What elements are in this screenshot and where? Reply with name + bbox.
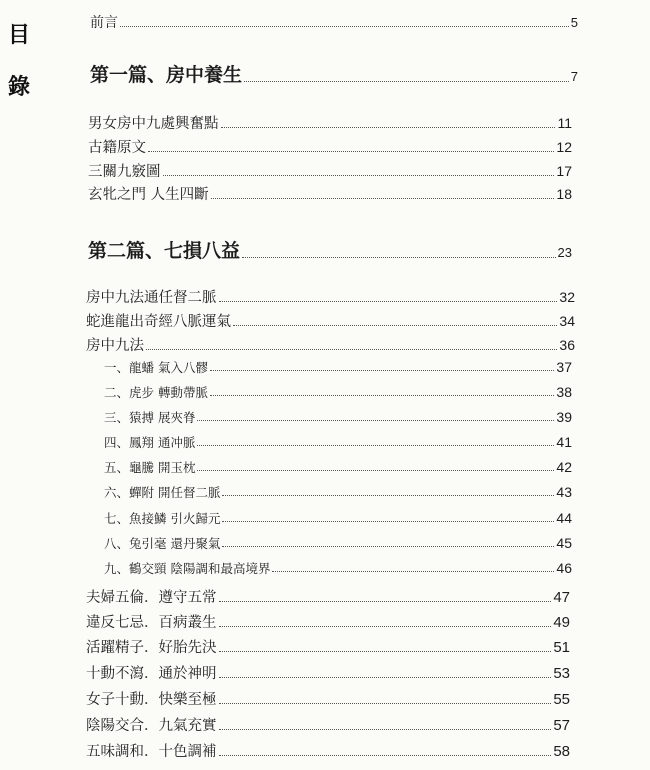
toc-entry[interactable] [86,636,570,657]
dot-leader [197,469,554,471]
toc-entry-page: 45 [556,535,572,551]
toc-entry-title: 一、龍蟠 氣入八髎 [104,360,208,375]
toc-entry-page: 41 [556,434,572,450]
toc-entry-page: 39 [556,409,572,425]
toc-entry-title: 十動不瀉．通於神明 [86,666,217,682]
toc-entry[interactable] [104,433,572,451]
toc-entry-title: 九、鶴交頸 陰陽調和最高境界 [104,561,271,576]
toc-entry[interactable] [88,136,572,157]
toc-entry-title: 七、魚接鱗 引火歸元 [104,511,221,526]
toc-entry-title: 六、蟬附 開任督二脈 [104,485,221,500]
toc-entry-page: 46 [556,560,572,576]
dot-leader [242,256,556,258]
toc-entry[interactable] [86,688,570,709]
toc-entry-page: 44 [556,510,572,526]
toc-entry-title: 陰陽交合．九氣充實 [86,718,217,734]
dot-leader [244,80,569,82]
dot-leader [233,324,557,326]
dot-leader [219,754,552,756]
toc-entry[interactable] [86,286,575,307]
toc-entry-page: 53 [553,665,570,682]
toc-entry[interactable] [104,559,572,577]
toc-entry-page: 32 [559,289,575,305]
toc-entry-title: 三關九竅圖 [88,164,161,180]
toc-entry[interactable] [104,483,572,501]
toc-entry-page: 55 [553,691,570,708]
dot-leader [120,25,569,27]
toc-entry-page: 58 [553,743,570,760]
toc-entry-page: 47 [553,589,570,606]
dot-leader [219,600,552,602]
toc-entry-page: 57 [553,717,570,734]
dot-leader [148,150,554,152]
toc-entry-title: 前言 [90,15,118,31]
toc-entry-title: 五、龜騰 開玉枕 [104,460,196,475]
dot-leader [197,419,554,421]
toc-entry-title: 女子十動．快樂至極 [86,692,217,708]
toc-entry-title: 八、兔引毫 還丹聚氣 [104,536,221,551]
dot-leader [219,650,552,652]
toc-entry-page: 17 [556,163,572,179]
toc-entry[interactable] [86,611,570,632]
toc-heading-mu: 目 [8,22,31,48]
toc-entry-page: 7 [570,69,578,84]
toc-entry-page: 18 [556,186,572,202]
toc-entry-page: 5 [570,15,578,30]
toc-entry-page: 42 [556,459,572,475]
toc-entry-title: 違反七忌．百病叢生 [86,615,217,631]
toc-entry[interactable] [104,358,572,376]
toc-entry[interactable] [104,383,572,401]
toc-entry-title: 二、虎步 轉動帶脈 [104,385,208,400]
toc-entry[interactable] [104,408,572,426]
toc-entry-page: 43 [556,484,572,500]
toc-entry[interactable] [86,586,570,607]
dot-leader [219,300,558,302]
toc-entry-title: 蛇進龍出奇經八脈運氣 [86,314,231,330]
toc-entry-title: 玄牝之門 人生四斷 [88,187,209,203]
toc-entry[interactable] [104,509,572,527]
dot-leader [197,444,554,446]
dot-leader [219,702,552,704]
toc-entry-title: 四、鳳翔 通冲脈 [104,435,196,450]
toc-entry[interactable] [90,12,578,32]
dot-leader [272,570,554,572]
toc-entry-page: 12 [556,139,572,155]
toc-entry[interactable] [86,740,570,761]
toc-entry[interactable] [88,236,572,263]
toc-entry[interactable] [86,310,575,331]
toc-entry-page: 51 [553,639,570,656]
toc-entry-title: 五味調和．十色調補 [86,744,217,760]
dot-leader [146,348,557,350]
toc-entry-page: 11 [557,115,572,131]
toc-entry-title: 第一篇、房中養生 [90,64,243,86]
toc-entry-page: 23 [557,245,572,260]
toc-entry-page: 38 [556,384,572,400]
dot-leader [222,545,554,547]
dot-leader [222,494,554,496]
toc-entry-title: 三、猿搏 展夾脊 [104,410,196,425]
dot-leader [211,197,555,199]
toc-entry[interactable] [86,714,570,735]
dot-leader [219,676,552,678]
dot-leader [163,174,555,176]
toc-entry-page: 37 [556,359,572,375]
toc-entry-page: 34 [559,313,575,329]
toc-entry[interactable] [104,534,572,552]
toc-entry-title: 活躍精子．好胎先決 [86,640,217,656]
dot-leader [222,520,554,522]
toc-entry-title: 夫婦五倫．遵守五常 [86,590,217,606]
toc-entry-title: 第二篇、七損八益 [88,240,241,262]
toc-entry[interactable] [104,458,572,476]
dot-leader [210,369,554,371]
toc-entry-page: 36 [559,337,575,353]
toc-entry[interactable] [88,183,572,204]
toc-entry-title: 男女房中九處興奮點 [88,116,219,132]
toc-entry[interactable] [88,112,572,133]
dot-leader [210,394,554,396]
toc-entry[interactable] [90,60,578,87]
dot-leader [219,625,552,627]
toc-entry-title: 房中九法通任督二脈 [86,290,217,306]
dot-leader [221,126,556,128]
toc-entry[interactable] [88,160,572,181]
toc-heading-lu: 錄 [8,74,31,100]
toc-entry-page: 49 [553,614,570,631]
toc-entry-title: 古籍原文 [88,140,146,156]
dot-leader [219,728,552,730]
toc-entry[interactable] [86,334,575,355]
toc-entry-title: 房中九法 [86,338,144,354]
toc-entry[interactable] [86,662,570,683]
